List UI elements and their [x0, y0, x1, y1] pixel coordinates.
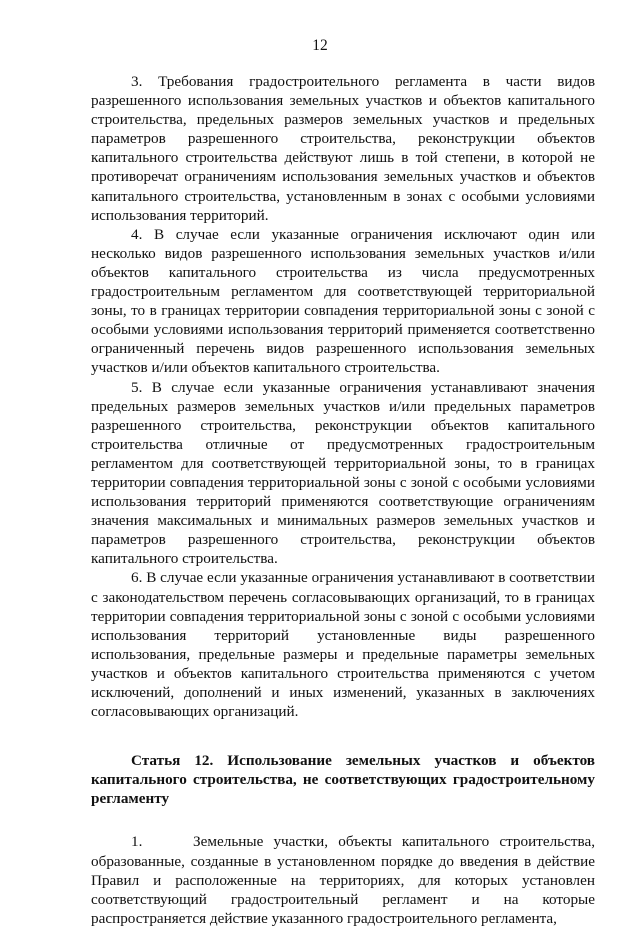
paragraph-4: 4. В случае если указанные ограничения исключают один или несколько видов разрешенного использования земельных участков и/или объектов капитального строительства из числа предусмотренных градостроительным регламентом для соответствующей территориальной зоны, то в границах территории совпадения территориальной зоны с зоной с особыми условиями использования территорий применяется соответственно ограниченный перечень видов разрешенного использования земельных участков и/или объектов капитального строительства. [91, 225, 595, 377]
page-number: 12 [312, 37, 328, 54]
paragraph-5: 5. В случае если указанные ограничения устанавливают значения предельных размеров земельных участков и/или предельных параметров разрешенного строительства, реконструкции объектов капитального строительства отличные от предусмотренных градостроительным регламентом для соответствующей территориальной зоны, то в границах территории совпадения территориальной зоны с зоной с особыми условиями использования территорий применяются соответствующие ограничениям значения максимальных и минимальных размеров земельных участков и параметров разрешенного строительства, реконструкции объектов капитального строительства. [91, 378, 595, 568]
document-body [91, 72, 595, 928]
paragraph-3: 3. Требования градостроительного регламента в части видов разрешенного использования земельных участков и объектов капитального строительства, предельных размеров земельных участков и предельных параметров разрешенного строительства, реконструкции объектов капитального строительства действуют лишь в той степени, в которой не противоречат ограничениям использования земельных участков и объектов капитального строительства, установленным в зонах с особыми условиями использования территорий. [91, 73, 595, 224]
article-12-title: Статья 12. Использование земельных участков и объектов капитального строительства, не соответствующих градостроительному регламенту [91, 752, 595, 808]
article-12-paragraph-1: 1. Земельные участки, объекты капитального строительства, образованные, созданные в установленном порядке до введения в действие Правил и расположенные на территориях, для которых установлен соответствующий градостроительный регламент и на которые распространяется действие указанного градостроительного регламента, [91, 833, 595, 927]
paragraph-6: 6. В случае если указанные ограничения устанавливают в соответствии с законодательством перечень согласовывающих организаций, то в границах территории совпадения территориальной зоны с зоной с особыми условиями использования территорий установленные виды разрешенного использования, предельные размеры и предельные параметры земельных участков и объектов капитального строительства применяются с учетом исключений, дополнений и иных изменений, указанных в заключениях согласовывающих организаций. [91, 569, 595, 721]
